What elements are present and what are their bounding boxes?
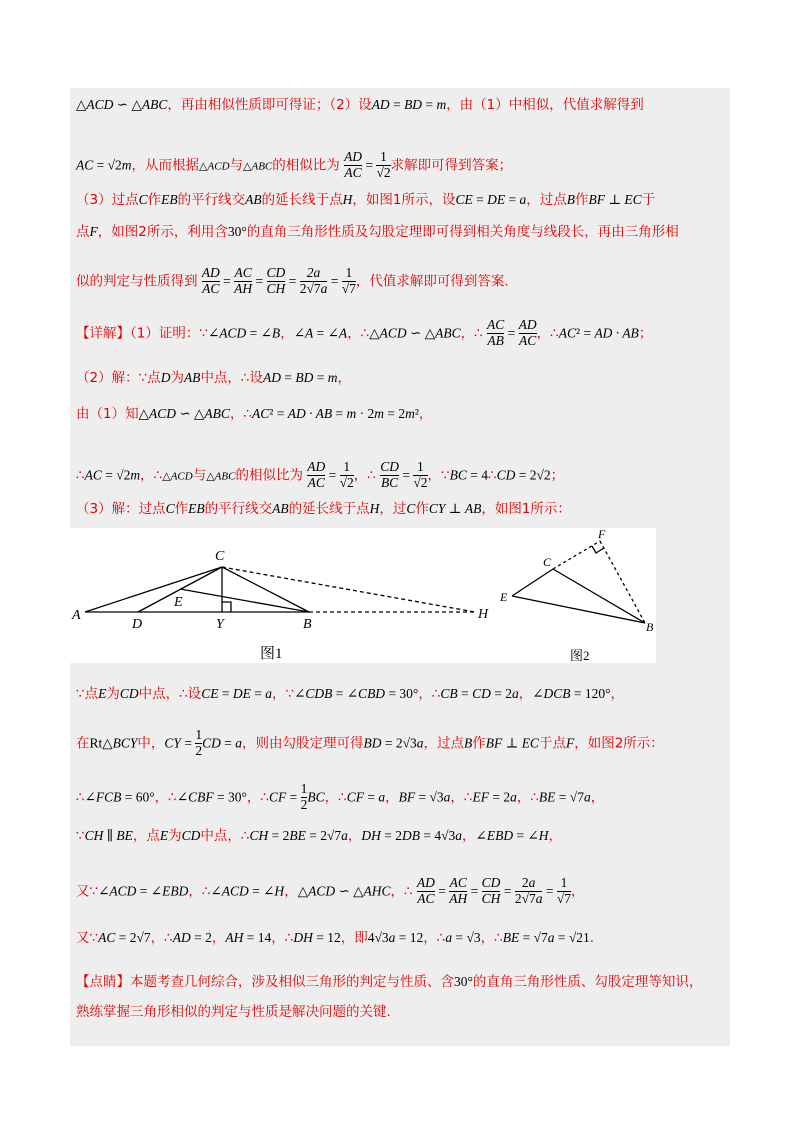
detail-line-5: （3）解：过点C作EB的平行线交AB的延长线于点H，过C作CY ⊥ AB，如图1所示： [76,501,571,517]
line-cb [553,569,645,623]
detail-line-4: ∴AC = √2m，∴△ACD与△ABC的相似比为 $\frac{AD}{AC}$ = $\frac{1}{√2}$ ，∴ $\frac{CD}{BC}$ = $\frac{1}{√2}$ ，∵BC = 4∴CD = 2√2； [76,459,565,490]
label-y: Y [216,617,224,632]
analysis-line-4: 点F，如图2所示，利用含30°的直角三角形性质及勾股定理即可得到相关角度与线段长，再由三角形相 [76,224,679,240]
comment-line-1: 【点睛】本题考查几何综合，涉及相似三角形的判定与性质、含30°的直角三角形性质、勾股定理等知识， [76,974,703,990]
line-fb-dashed [600,541,645,623]
line-eb [180,589,309,612]
detail-line-8: ∴∠FCB = 60°，∴∠CBF = 30°，∴CF = $\frac{1}{2}$ BC，∴CF = a，BF = √3a，∴EF = 2a，∴BE = √7a， [76,781,605,812]
line-eb [512,596,645,623]
analysis-line-1: △ACD ∽ △ABC，再由相似性质即可得证；（2）设AD = BD = m，由（1）中相似，代值求解得到 [76,97,644,113]
detail-line-6: ∵点E为CD中点，∴设CE = DE = a，∵∠CDB = ∠CBD = 30°，∴CB = CD = 2a，∠DCB = 120°， [76,686,625,702]
line-cf-dashed [553,541,600,569]
label-e: E [500,590,508,604]
label-d: D [132,617,143,632]
label-f: F [598,528,606,541]
figure-2 [495,528,660,665]
line-cb [222,567,309,612]
label-e: E [174,595,183,610]
figure-2-caption: 图2 [570,648,590,663]
detail-line-2: （2）解：∵点D为AB中点，∴设AD = BD = m， [76,370,352,386]
label-c: C [543,555,552,569]
figure-1-caption: 图1 [260,646,283,662]
label-b: B [303,617,312,632]
detail-line-9: ∵CH ∥ BE，点E为CD中点，∴CH = 2BE = 2√7a，DH = 2DB = 4√3a，∠EBD = ∠H， [76,828,563,844]
detail-line-1: 【详解】（1）证明：∵∠ACD = ∠B，∠A = ∠A，∴△ACD ∽ △ABC，∴ $\frac{AC}{AB}$ = $\frac{AD}{AC}$ ，∴AC² = AD · AB； [76,317,653,348]
right-angle-mark-f [592,546,604,553]
detail-line-11: 又∵AC = 2√7，∴AD = 2，AH = 14，∴DH = 12，即4√3a = 12，∴a = √3，∴BE = √7a = √21. [76,930,595,946]
line-ac [85,567,222,612]
figure-1 [70,540,500,665]
label-h: H [478,607,489,622]
right-angle-mark [222,602,231,612]
analysis-line-2: AC = √2m，从而根据△ACD与△ABC的相似比为 $\frac{AD}{AC}$ = $\frac{1}{√2}$ 求解即可得到答案； [76,149,513,180]
detail-line-3: 由（1）知△ACD ∽ △ABC，∴AC² = AD · AB = m · 2m = 2m²， [76,406,433,422]
detail-line-7: 在Rt△BCY中，CY = $\frac{1}{2}$ CD = a，则由勾股定理可得BD = 2√3a，过点B作BF ⊥ EC于点F，如图2所示： [76,727,664,758]
analysis-line-3: （3）过点C作EB的平行线交AB的延长线于点H，如图1所示，设CE = DE = a，过点B作BF ⊥ EC于 [76,192,656,208]
comment-line-2: 熟练掌握三角形相似的判定与性质是解决问题的关键. [76,1004,391,1020]
label-a: A [72,608,81,623]
line-ch-dashed [222,567,475,612]
label-b: B [646,620,654,634]
line-ec [512,569,553,596]
analysis-line-5: 似的判定与性质得到 $\frac{AD}{AC}$ = $\frac{AC}{AH}$ = $\frac{CD}{CH}$ = $\frac{2a}{2√7a}$ = $\frac{1}{√7}$ ，代值求解即可得到答案. [76,265,509,296]
detail-line-10: 又∵∠ACD = ∠EBD，∴∠ACD = ∠H，△ACD ∽ △AHC，∴ $\frac{AD}{AC}$ = $\frac{AC}{AH}$ = $\frac{CD}{CH}$ = $\frac{2a}{2√7a}$ = $\frac{1}{√7}$ ， [76,875,585,906]
label-c: C [215,549,225,564]
